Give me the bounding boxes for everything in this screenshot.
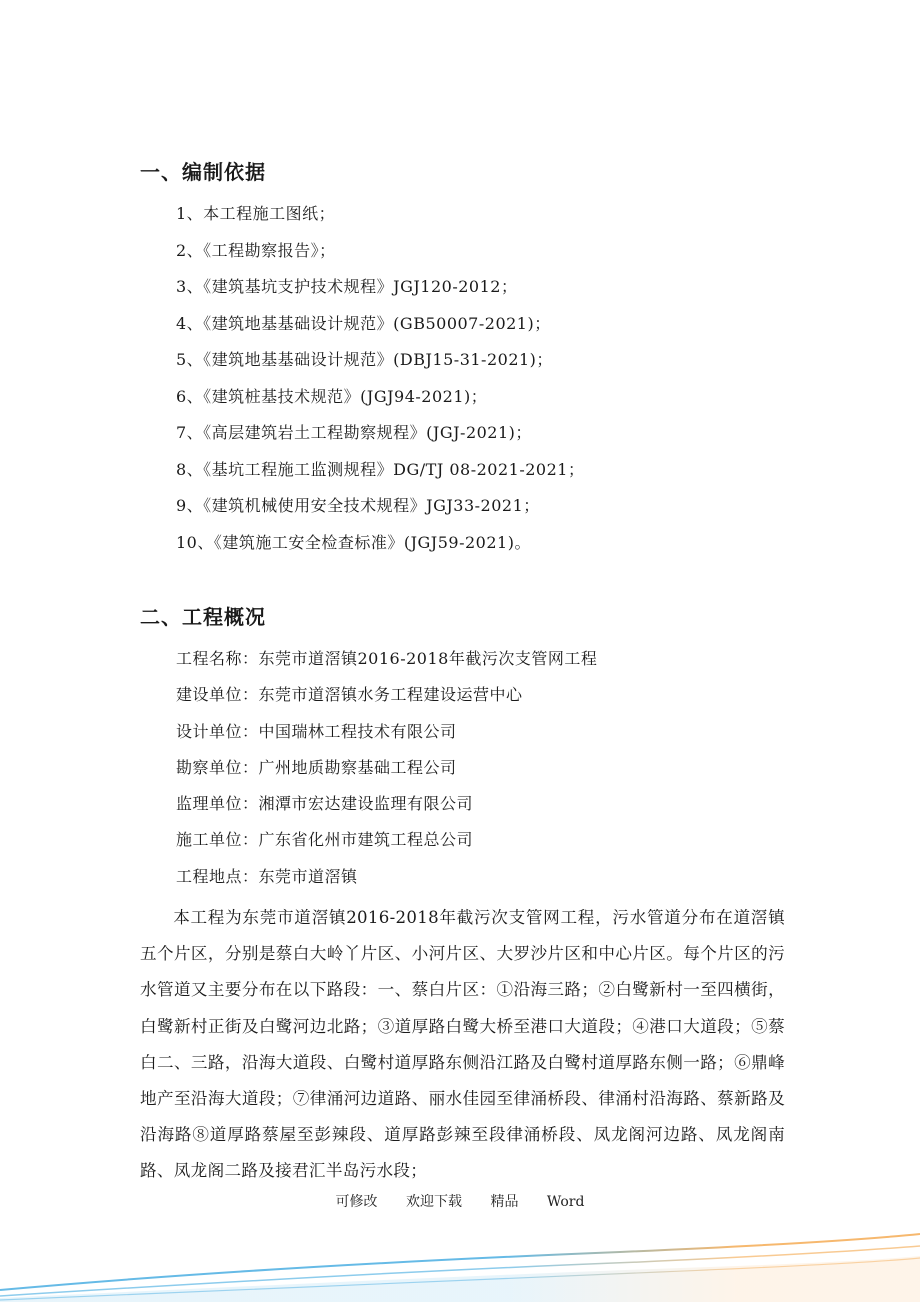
footer-editable: 可修改: [335, 1194, 378, 1210]
list-item: 6、《建筑桩基技术规范》(JGJ94-2021)；: [176, 386, 488, 406]
reference-list: [176, 200, 584, 565]
list-item: 7、《高层建筑岩土工程勘察规程》(JGJ-2021)；: [176, 423, 532, 442]
decorative-wave: [0, 1212, 920, 1302]
project-description: 本工程为东莞市道滘镇2016-2018年截污次支管网工程，污水管道分布在道滘镇五个片区，分别是蔡白大岭丫片区、小河片区、大罗沙片区和中心片区。每个片区的污水管道又主要分布在以下路段：一、蔡白片区：①沿海三路；②白鹭新村一至四横街，白鹭新村正街及白鹭河边北路；③道厚路白鹭大桥至港口大道段；④港口大道段；⑤蔡白二、三路，沿海大道段、白鹭村道厚路东侧沿江路及白鹭村道厚路东侧一路；⑥鼎峰地产至沿海大道段；⑦律涌河边道路、丽水佳园至律涌桥段、律涌村沿海路、蔡新路及沿海路⑧道厚路蔡屋至彭辣段、道厚路彭辣至段律涌桥段、凤龙阁河边路、凤龙阁南路、凤龙阁二路及接君汇半岛污水段；: [140, 908, 785, 1181]
footer-quality: 精品: [490, 1194, 519, 1210]
list-item: 5、《建筑地基基础设计规范》(DBJ15-31-2021)；: [176, 350, 553, 369]
design-unit: 设计单位：中国瑞林工程技术有限公司: [176, 721, 457, 741]
list-item: 10、《建筑施工安全检查标准》(JGJ59-2021)。: [176, 532, 531, 552]
page-footer: [0, 1192, 920, 1212]
section-heading-basis: 一、编制依据: [140, 160, 266, 184]
project-name: 工程名称：东莞市道滘镇2016-2018年截污次支管网工程: [176, 649, 598, 668]
project-info-list: [176, 645, 597, 899]
list-item: 8、《基坑工程施工监测规程》DG/TJ 08-2021-2021；: [176, 459, 585, 479]
supervision-unit: 监理单位：湘潭市宏达建设监理有限公司: [176, 794, 474, 814]
section-heading-overview: 二、工程概况: [140, 605, 266, 629]
list-item: 9、《建筑机械使用安全技术规程》JGJ33-2021；: [176, 496, 540, 515]
footer-welcome: 欢迎下载: [406, 1194, 462, 1210]
construction-unit: 施工单位：广东省化州市建筑工程总公司: [176, 830, 474, 850]
list-item: 2、《工程勘察报告》；: [176, 240, 336, 260]
project-location: 工程地点：东莞市道滘镇: [176, 866, 358, 886]
list-item: 1、本工程施工图纸；: [176, 204, 336, 223]
list-item: 3、《建筑基坑支护技术规程》JGJ120-2012；: [176, 277, 518, 296]
survey-unit: 勘察单位：广州地质勘察基础工程公司: [176, 757, 457, 777]
owner-unit: 建设单位：东莞市道滘镇水务工程建设运营中心: [176, 685, 523, 705]
footer-word: Word: [546, 1194, 585, 1210]
list-item: 4、《建筑地基基础设计规范》(GB50007-2021)；: [176, 313, 551, 333]
